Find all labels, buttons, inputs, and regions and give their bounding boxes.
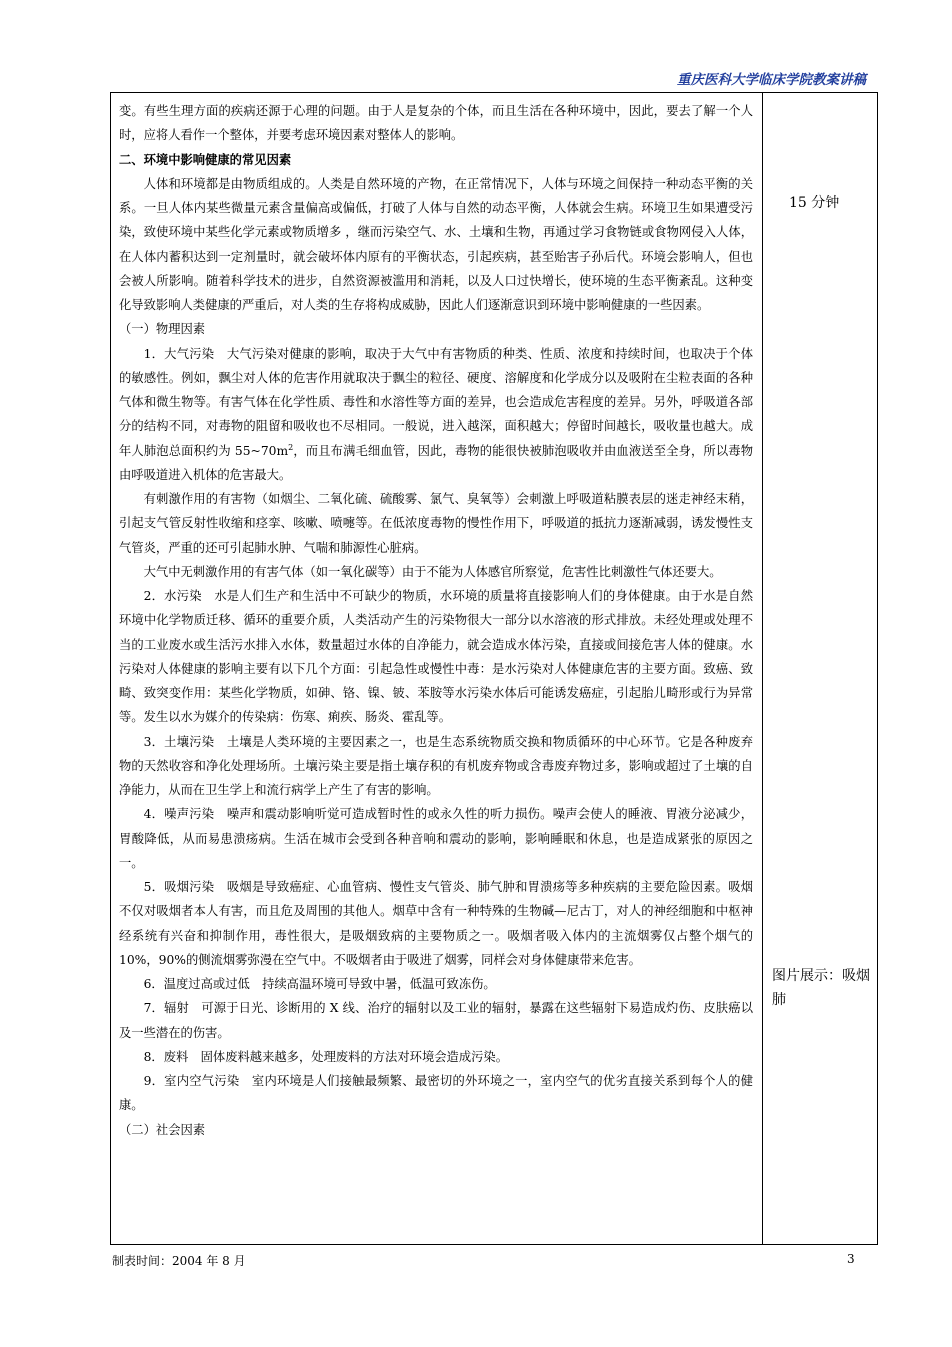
footer-date: 制表时间：2004 年 8 月 — [112, 1254, 246, 1268]
superscript-2: 2 — [288, 442, 294, 452]
lecture-table — [110, 92, 878, 1245]
subsection-social: （二）社会因素 — [119, 1122, 206, 1137]
paragraph-irritants: 有刺激作用的有害物（如烟尘、二氧化硫、硫酸雾、氯气、臭氧等）会刺激上呼吸道粘膜表层的迷走神经末稍，引起支气管反射性收缩和痉挛、咳嗽、喷嚏等。在低浓度毒物的慢性作用下，呼吸道的抵抗力逐渐减弱，诱发慢性支气管炎，严重的还可引起肺水肿、气喘和肺源性心脏病。 — [119, 492, 753, 555]
paragraph-intro: 人体和环境都是由物质组成的。人类是自然环境的产物，在正常情况下，人体与环境之间保持一种动态平衡的关系。一旦人体内某些微量元素含量偏高或偏低，打破了人体与自然的动态平衡，人体就会生病。环境卫生如果遭受污染，致使环境中某些化学元素或物质增多 ，继而污染空气、水、土壤和生物，再通过学习食物链或食物网侵入人体，在人体内蓄积达到一定剂量时，就会破坏体内原有的平衡状态，引起疾病，甚至贻害子孙后代。环境会影响人，但也会被人所影响。随着科学技术的进步，自然资源被滥用和消耗，以及人口过快增长，使环境的生态平衡紊乱。这种变化导致影响人类健康的严重后，对人类的生存将构成威胁，因此人们逐渐意识到环境中影响健康的一些因素。 — [119, 176, 753, 312]
paragraph-soil-pollution: 3．土壤污染 土壤是人类环境的主要因素之一，也是生态系统物质交换和物质循环的中心环节。它是各种废弃物的天然收容和净化处理场所。土壤污染主要是指土壤存积的有机废弃物或含毒废弃物过多，影响或超过了土壤的自净能力，从而在卫生学上和流行病学上产生了有害的影响。 — [119, 734, 753, 797]
paragraph-indoor-air: 9．室内空气污染 室内环境是人们接触最频繁、最密切的外环境之一，室内空气的优劣直接关系到每个人的健康。 — [119, 1074, 753, 1113]
column-divider — [762, 93, 763, 1244]
document-header-title: 重庆医科大学临床学院教案讲稿 — [677, 72, 866, 88]
air-pollution-text-b: ，而且布满毛细血管，因此，毒物的能很快被肺泡吸收并由血液送至全身，所以毒物由呼吸道进入机体的危害最大。 — [119, 443, 753, 482]
lecture-content — [119, 99, 753, 1142]
paragraph-temperature: 6．温度过高或过低 持续高温环境可导致中暑，低温可致冻伤。 — [143, 977, 496, 991]
subsection-physical: （一）物理因素 — [119, 322, 206, 337]
paragraph-continuation: 变。有些生理方面的疾病还源于心理的问题。由于人是复杂的个体，而且生活在各种环境中，因此，要去了解一个人时，应将人看作一个整体，并要考虑环境因素对整体人的影响。 — [119, 104, 753, 143]
paragraph-radiation: 7．辐射 可源于日光、诊断用的 X 线、治疗的辐射以及工业的辐射，暴露在这些辐射下易造成灼伤、皮肤癌以及一些潜在的伤害。 — [119, 1001, 753, 1040]
paragraph-non-irritants: 大气中无刺激作用的有害气体（如一氧化碳等）由于不能为人体感官所察觉，危害性比刺激性气体还要大。 — [143, 564, 722, 579]
air-pollution-text-a: 1．大气污染 大气污染对健康的影响，取决于大气中有害物质的种类、性质、浓度和持续时间，也取决于个体的敏感性。例如，飘尘对人体的危害作用就取决于飘尘的粒径、硬度、溶解度和化学成分以及吸附在尘粒表面的各种气体和微生物等。有害气体在化学性质、毒性和水溶性等方面的差异，也会造成危害程度的差异。另外，呼吸道各部分的结构不同，对毒物的阻留和吸收也不尽相同。一般说，进入越深，面积越大；停留时间越长，吸收量也越大。成年人肺泡总面积约为 55~70m — [119, 346, 753, 458]
paragraph-water-pollution: 2．水污染 水是人们生产和生活中不可缺少的物质，水环境的质量将直接影响人们的身体健康。由于水是自然环境中化学物质迁移、循环的重要介质，人类活动产生的污染物很大一部分以水溶液的形式排放。未经处理或处理不当的工业废水或生活污水排入水体，数量超过水体的自净能力，就会造成水体污染，直接或间接危害人体的健康。水污染对人体健康的影响主要有以下几个方面：引起急性或慢性中毒：是水污染对人体健康危害的主要方面。致癌、致畸、致突变作用：某些化学物质，如砷、铬、镍、铍、苯胺等水污染水体后可能诱发癌症，引起胎儿畸形或行为异常等。发生以水为媒介的传染病：伤寒、痢疾、肠炎、霍乱等。 — [119, 589, 753, 725]
time-note: 15 分钟 — [789, 195, 840, 211]
image-note: 图片展示：吸烟肺 — [772, 968, 870, 1008]
paragraph-waste: 8．废料 固体废料越来越多，处理废料的方法对环境会造成污染。 — [143, 1049, 509, 1064]
page-number: 3 — [847, 1252, 855, 1266]
paragraph-smoking: 5．吸烟污染 吸烟是导致癌症、心血管病、慢性支气管炎、肺气肿和胃溃疡等多种疾病的主要危险因素。吸烟不仅对吸烟者本人有害，而且危及周围的其他人。烟草中含有一种特殊的生物碱—尼古丁，对人的神经细胞和中枢神经系统有兴奋和抑制作用，毒性很大，是吸烟致病的主要物质之一。吸烟者吸入体内的主流烟雾仅占整个烟气的 10%，90%的侧流烟雾弥漫在空气中。不吸烟者由于吸进了烟雾，同样会对身体健康带来危害。 — [119, 880, 753, 967]
paragraph-noise-pollution: 4．噪声污染 噪声和震动影响听觉可造成暂时性的或永久性的听力损伤。噪声会使人的睡液、胃液分泌减少，胃酸降低，从而易患溃疡病。生活在城市会受到各种音响和震动的影响，影响睡眠和休息，也是造成紧张的原因之一。 — [119, 807, 753, 870]
section-heading: 二、环境中影响健康的常见因素 — [119, 152, 292, 167]
paragraph-air-pollution — [119, 342, 753, 488]
